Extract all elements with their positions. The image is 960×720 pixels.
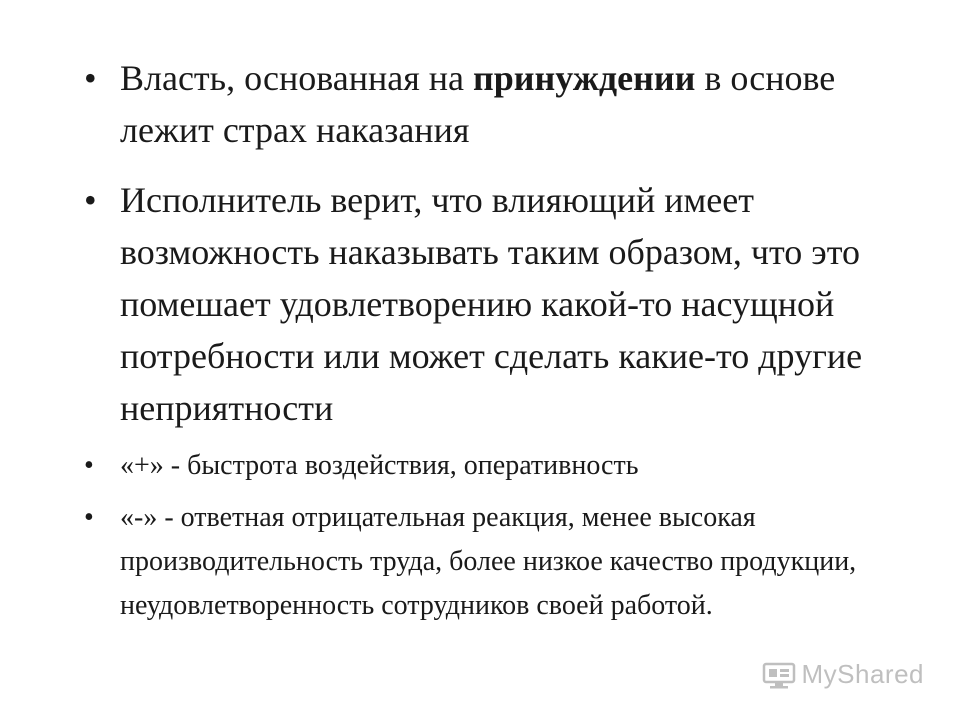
bullet-item-executor [84, 174, 934, 434]
bullet-text: «+» - быстрота воздействия, оперативность [120, 450, 639, 481]
bullet-item-minus [84, 496, 934, 628]
bullet-text-bold: принуждении [473, 58, 696, 98]
myshared-logo-icon [762, 660, 796, 690]
bullet-text-after: в основе лежит страх наказания [120, 58, 836, 150]
bullet-text: «-» - ответная отрицательная реакция, менее высокая производительность труда, более низкое качество продукции, неудовлетворенность сотрудников своей работой. [120, 502, 857, 621]
bullet-item-coercion [84, 52, 934, 156]
bullet-list [84, 52, 934, 628]
bullet-text-before: Власть, основанная на [120, 58, 474, 98]
bullet-item-plus [84, 444, 934, 488]
watermark-text: MyShared [801, 659, 924, 689]
watermark [762, 659, 925, 690]
bullet-text: Исполнитель верит, что влияющий имеет возможность наказывать таким образом, что это помешает удовлетворению какой-то насущной потребности или может сделать какие-то другие неприятности [120, 180, 863, 428]
